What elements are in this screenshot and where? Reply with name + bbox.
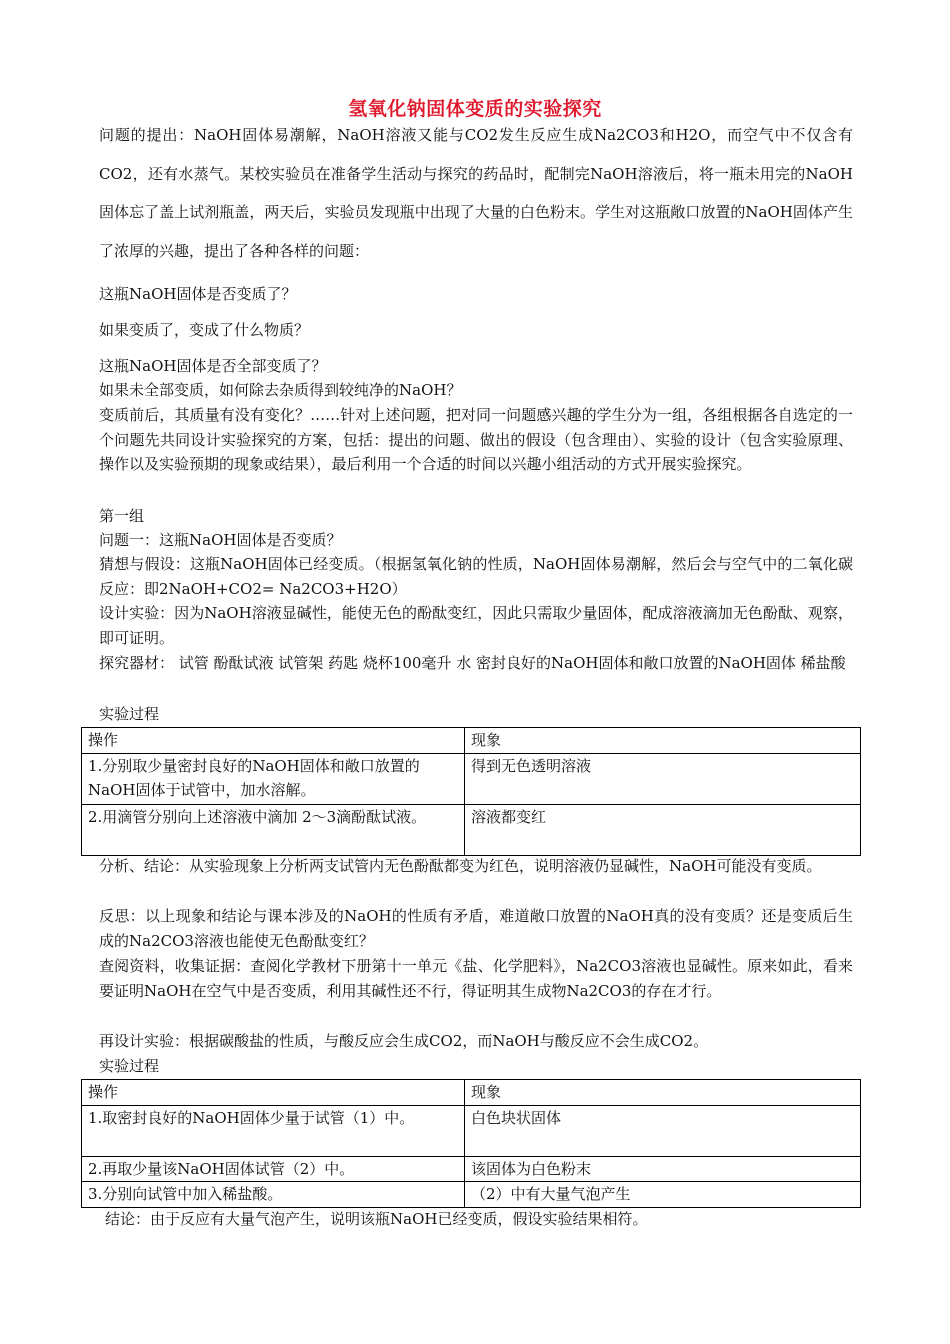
design-paragraph: 设计实验：因为NaOH溶液显碱性，能使无色的酚酞变红，因此只需取少量固体，配成溶液滴加无色酚酞、观察，即可证明。	[99, 604, 853, 647]
reflection-paragraph: 反思：以上现象和结论与课本涉及的NaOH的性质有矛盾，难道敞口放置的NaOH真的没有变质？还是变质后生成的Na2CO3溶液也能使无色酚酞变红？	[99, 907, 853, 950]
table-row	[82, 1182, 861, 1208]
table-header-row	[82, 728, 861, 754]
table-header-cell: 现象	[465, 1080, 861, 1106]
document-title: 氢氧化钠固体变质的实验探究	[348, 98, 602, 120]
analysis-paragraph: 分析、结论：从实验现象上分析两支试管内无色酚酞都变为红色，说明溶液仍显碱性，NaOH可能没有变质。	[99, 857, 822, 875]
intro-paragraph: 问题的提出：NaOH固体易潮解，NaOH溶液又能与CO2发生反应生成Na2CO3和H2O，而空气中不仅含有CO2，还有水蒸气。某校实验员在准备学生活动与探究的药品时，配制完NaOH溶液后，将一瓶未用完的NaOH固体忘了盖上试剂瓶盖，两天后，实验员发现瓶中出现了大量的白色粉末。学生对这瓶敞口放置的NaOH固体产生了浓厚的兴趣，提出了各种各样的问题：	[99, 126, 853, 260]
table-row	[82, 753, 861, 804]
process-label: 实验过程	[99, 705, 160, 723]
table-row	[82, 1105, 861, 1156]
table-cell-operation: 1.分别取少量密封良好的NaOH固体和敞口放置的NaOH固体于试管中，加水溶解。	[82, 753, 465, 804]
experiment-table-2	[81, 1079, 861, 1208]
process-label-2: 实验过程	[99, 1057, 160, 1075]
hypothesis-paragraph: 猜想与假设：这瓶NaOH固体已经变质。（根据氢氧化钠的性质，NaOH固体易潮解，然后会与空气中的二氧化碳反应：即2NaOH+CO2= Na2CO3+H2O）	[99, 555, 853, 598]
table-cell-operation: 2.再取少量该NaOH固体试管（2）中。	[82, 1156, 465, 1182]
question-2: 如果变质了，变成了什么物质？	[99, 321, 310, 339]
table-row	[82, 1156, 861, 1182]
question-4: 如果未全部变质，如何除去杂质得到较纯净的NaOH？	[99, 381, 462, 399]
table-cell-phenomenon: 溶液都变红	[465, 804, 861, 855]
materials-paragraph: 探究器材： 试管 酚酞试液 试管架 药匙 烧杯100毫升 水 密封良好的NaOH固体和敞口放置的NaOH固体 稀盐酸	[99, 654, 846, 672]
group-heading: 第一组	[99, 507, 145, 525]
table-cell-phenomenon: 得到无色透明溶液	[465, 753, 861, 804]
table-header-cell: 操作	[82, 728, 465, 754]
table-cell-operation: 1.取密封良好的NaOH固体少量于试管（1）中。	[82, 1105, 465, 1156]
research-paragraph: 查阅资料，收集证据：查阅化学教材下册第十一单元《盐、化学肥料》，Na2CO3溶液也显碱性。原来如此，看来要证明NaOH在空气中是否变质，利用其碱性还不行，得证明其生成物Na2CO3的存在才行。	[99, 957, 853, 1000]
table-header-cell: 现象	[465, 728, 861, 754]
table-cell-phenomenon: 该固体为白色粉末	[465, 1156, 861, 1182]
table-cell-phenomenon: 白色块状固体	[465, 1105, 861, 1156]
experiment-table-1	[81, 727, 861, 856]
table-cell-operation: 3.分别向试管中加入稀盐酸。	[82, 1182, 465, 1208]
table-cell-operation: 2.用滴管分别向上述溶液中滴加 2～3滴酚酞试液。	[82, 804, 465, 855]
plan-paragraph: 变质前后，其质量有没有变化？……针对上述问题，把对同一问题感兴趣的学生分为一组，各组根据各自选定的一个问题先共同设计实验探究的方案，包括：提出的问题、做出的假设（包含理由）、实验的设计（包含实验原理、操作以及实验预期的现象或结果），最后利用一个合适的时间以兴趣小组活动的方式开展实验探究。	[99, 406, 853, 473]
table-header-row	[82, 1080, 861, 1106]
question-3: 这瓶NaOH固体是否全部变质了？	[99, 357, 327, 375]
conclusion-paragraph: 结论：由于反应有大量气泡产生，说明该瓶NaOH已经变质，假设实验结果相符。	[105, 1210, 648, 1228]
problem-one: 问题一：这瓶NaOH固体是否变质？	[99, 531, 342, 549]
question-1: 这瓶NaOH固体是否变质了？	[99, 285, 297, 303]
table-cell-phenomenon: （2）中有大量气泡产生	[465, 1182, 861, 1208]
table-row	[82, 804, 861, 855]
redesign-paragraph: 再设计实验：根据碳酸盐的性质，与酸反应会生成CO2，而NaOH与酸反应不会生成CO2。	[99, 1032, 709, 1050]
table-header-cell: 操作	[82, 1080, 465, 1106]
